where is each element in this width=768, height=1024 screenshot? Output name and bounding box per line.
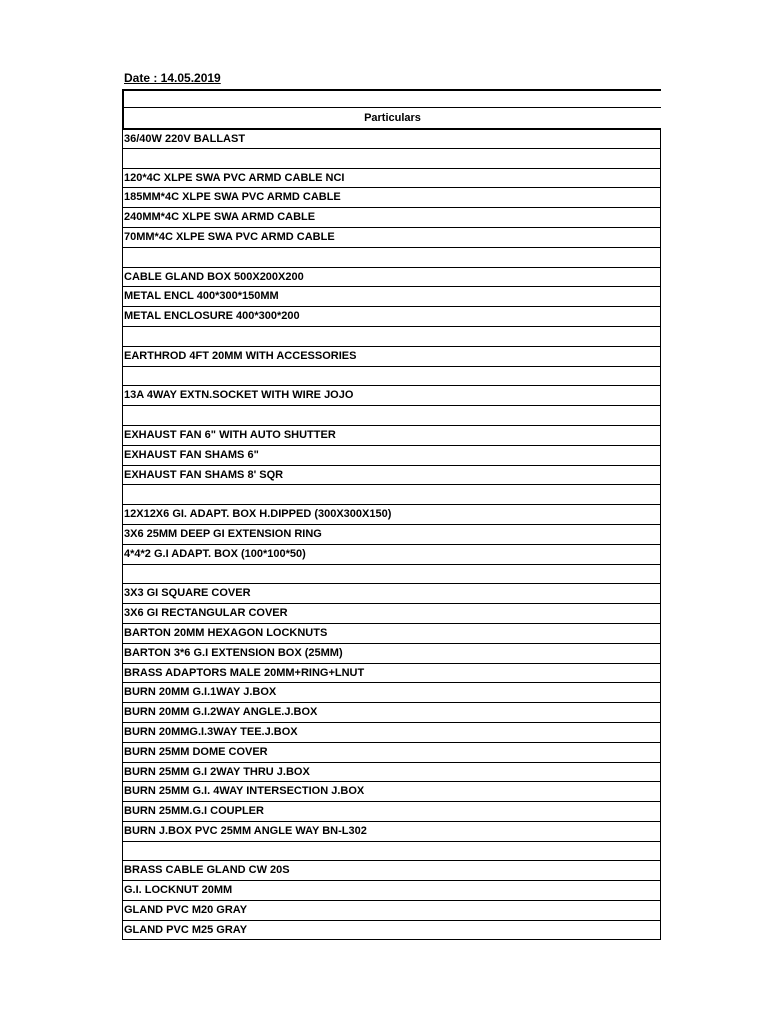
table-row: BURN 25MM G.I 2WAY THRU J.BOX	[122, 762, 661, 782]
table-header-spacer	[122, 89, 661, 107]
table-row: 70MM*4C XLPE SWA PVC ARMD CABLE	[122, 227, 661, 247]
particulars-table	[122, 89, 661, 940]
table-row: BRASS CABLE GLAND CW 20S	[122, 860, 661, 880]
table-row: EXHAUST FAN 6" WITH AUTO SHUTTER	[122, 425, 661, 445]
table-row: EARTHROD 4FT 20MM WITH ACCESSORIES	[122, 346, 661, 366]
table-row-empty	[122, 247, 661, 267]
table-row-empty	[122, 148, 661, 168]
table-row-empty	[122, 564, 661, 584]
table-row: BURN 25MM DOME COVER	[122, 742, 661, 762]
table-row: METAL ENCL 400*300*150MM	[122, 286, 661, 306]
table-row: BURN J.BOX PVC 25MM ANGLE WAY BN-L302	[122, 821, 661, 841]
table-row: G.I. LOCKNUT 20MM	[122, 880, 661, 900]
table-header-particulars: Particulars	[122, 107, 661, 128]
table-row: 185MM*4C XLPE SWA PVC ARMD CABLE	[122, 187, 661, 207]
table-row: 240MM*4C XLPE SWA ARMD CABLE	[122, 207, 661, 227]
table-row-empty	[122, 841, 661, 861]
table-row: 3X3 GI SQUARE COVER	[122, 583, 661, 603]
table-row: BURN 20MMG.I.3WAY TEE.J.BOX	[122, 722, 661, 742]
table-row: EXHAUST FAN SHAMS 6"	[122, 445, 661, 465]
table-row: METAL ENCLOSURE 400*300*200	[122, 306, 661, 326]
table-row: EXHAUST FAN SHAMS 8' SQR	[122, 465, 661, 485]
table-body	[122, 128, 661, 940]
table-row-empty	[122, 484, 661, 504]
table-row: 120*4C XLPE SWA PVC ARMD CABLE NCI	[122, 168, 661, 188]
table-row-empty	[122, 366, 661, 386]
table-row: BARTON 3*6 G.I EXTENSION BOX (25MM)	[122, 643, 661, 663]
table-row: BURN 20MM G.I.1WAY J.BOX	[122, 682, 661, 702]
table-row: BRASS ADAPTORS MALE 20MM+RING+LNUT	[122, 663, 661, 683]
table-row: BURN 20MM G.I.2WAY ANGLE.J.BOX	[122, 702, 661, 722]
table-row: GLAND PVC M25 GRAY	[122, 920, 661, 940]
table-row: GLAND PVC M20 GRAY	[122, 900, 661, 920]
table-row: 3X6 GI RECTANGULAR COVER	[122, 603, 661, 623]
table-row-empty	[122, 326, 661, 346]
table-row: BURN 25MM G.I. 4WAY INTERSECTION J.BOX	[122, 781, 661, 801]
table-row: BURN 25MM.G.I COUPLER	[122, 801, 661, 821]
table-row-empty	[122, 405, 661, 425]
table-row: 36/40W 220V BALLAST	[122, 128, 661, 148]
table-row: CABLE GLAND BOX 500X200X200	[122, 267, 661, 287]
table-row: 4*4*2 G.I ADAPT. BOX (100*100*50)	[122, 544, 661, 564]
table-row: BARTON 20MM HEXAGON LOCKNUTS	[122, 623, 661, 643]
table-row: 3X6 25MM DEEP GI EXTENSION RING	[122, 524, 661, 544]
table-row: 13A 4WAY EXTN.SOCKET WITH WIRE JOJO	[122, 385, 661, 405]
table-row: 12X12X6 GI. ADAPT. BOX H.DIPPED (300X300X150)	[122, 504, 661, 524]
date-label: Date : 14.05.2019	[124, 71, 221, 85]
